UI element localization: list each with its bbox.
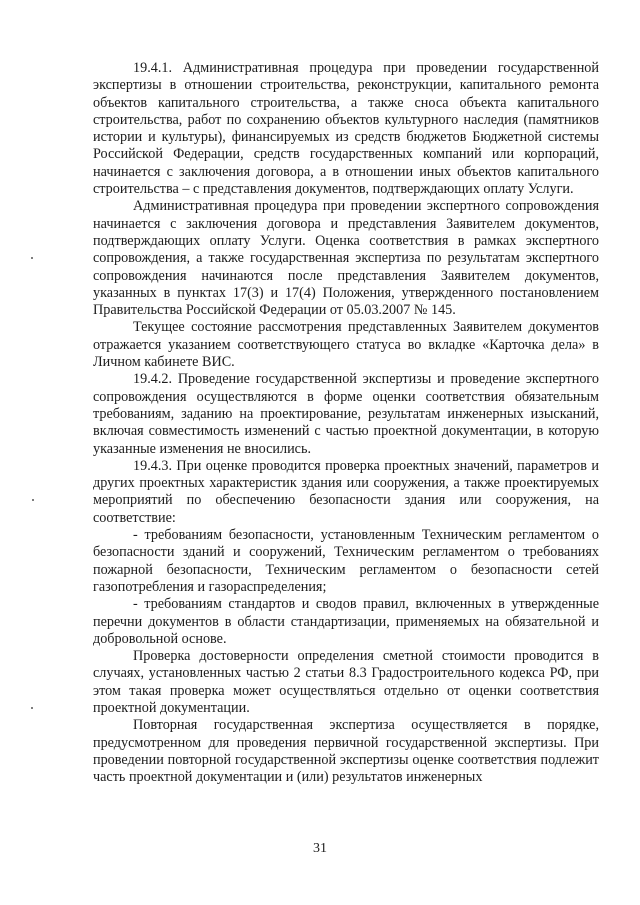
scan-speck	[31, 707, 33, 709]
paragraph-expert-support: Административная процедура при проведении экспертного сопровождения начинается с заключения договора и представления Заявителем документов, подтверждающих оплату Услуги. Оценка соответствия в рамках экспертного сопровождения, а также государственная экспертиза по результатам экспертного сопровождения начинаются после представления Заявителем документов, указанных в пунктах 17(3) и 17(4) Положения, утвержденного постановлением Правительства Российской Федерации от 05.03.2007 № 145.	[93, 198, 599, 319]
list-item-standards-requirements: - требованиям стандартов и сводов правил, включенных в утвержденные перечни документов в области стандартизации, применяемых на обязательной и добровольной основе.	[93, 596, 599, 647]
scan-speck	[31, 257, 33, 259]
document-body	[93, 60, 599, 786]
paragraph-current-status: Текущее состояние рассмотрения представленных Заявителем документов отражается указанием соответствующего статуса во вкладке «Карточка дела» в Личном кабинете ВИС.	[93, 319, 599, 371]
paragraph-estimate-check: Проверка достоверности определения сметной стоимости проводится в случаях, установленных частью 2 статьи 8.3 Градостроительного кодекса РФ, при этом такая проверка может осуществляться отдельно от оценки соответствия проектной документации.	[93, 648, 599, 716]
scan-speck	[32, 499, 34, 501]
paragraph-19-4-1: 19.4.1. Административная процедура при проведении государственной экспертизы в отношении строительства, реконструкции, капитального ремонта объектов капитального строительства, а также сноса объекта капитального строительства, работ по сохранению объектов культурного наследия (памятников истории и культуры), финансируемых из средств бюджетов Бюджетной системы Российской Федерации, средств государственных компаний или корпораций, начинается с заключения договора, а в отношении иных объектов капитального строительства – с представления документов, подтверждающих оплату Услуги.	[93, 60, 599, 198]
paragraph-repeat-expertise: Повторная государственная экспертиза осуществляется в порядке, предусмотренном для проведения первичной государственной экспертизы. При проведении повторной государственной экспертизы оценке соответствия подлежит часть проектной документации и (или) результатов инженерных	[93, 717, 599, 786]
page-number: 31	[313, 841, 327, 856]
list-item-safety-requirements: - требованиям безопасности, установленным Техническим регламентом о безопасности зданий и сооружений, Техническим регламентом о требованиях пожарной безопасности, Техническим регламентом о безопасности сетей газопотребления и газораспределения;	[93, 527, 599, 595]
paragraph-19-4-2: 19.4.2. Проведение государственной экспертизы и проведение экспертного сопровождения осуществляются в форме оценки соответствия обязательным требованиям, заданию на проектирование, результатам инженерных изысканий, включая совместимость изменений с частью проектной документации, в которую указанные изменения не вносились.	[93, 371, 599, 457]
paragraph-19-4-3: 19.4.3. При оценке проводится проверка проектных значений, параметров и других проектных характеристик здания или сооружения, а также проектируемых мероприятий по обеспечению безопасности здания или сооружения, на соответствие:	[93, 457, 599, 526]
